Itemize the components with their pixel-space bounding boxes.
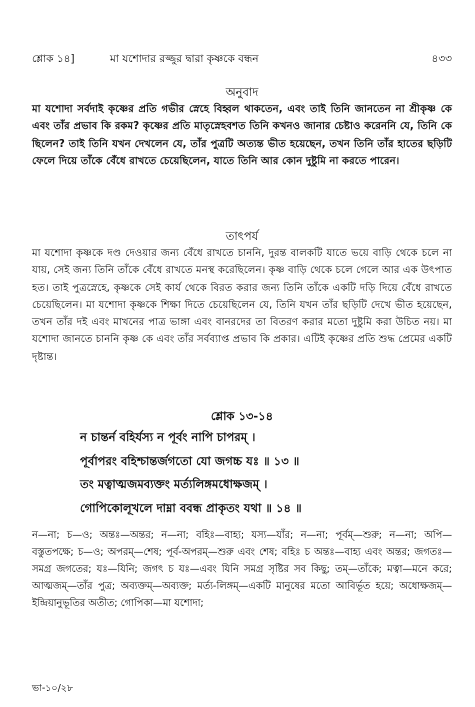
page-number: ৪৩৩ (431, 53, 452, 65)
purport-heading: তাৎপর্য (225, 229, 259, 243)
sanskrit-verse (80, 426, 452, 520)
header-verse-ref: শ্লোক ১৪] (32, 53, 75, 65)
verse-line: গোপিকোলূখলে দাম্না ববন্ধ প্রাকৃতং যথা ॥ ১৪ ॥ (80, 500, 302, 515)
purport-text: মা যশোদা কৃষ্ণকে দণ্ড দেওয়ার জন্য বেঁধে রাখতে চাননি, দুরন্ত বালকটি যাতে ভয়ে বাড়ি থেকে চলে না যায়, সেই জন্য তিনি তাঁকে বেঁধে রাখতে মনস্থ করেছিলেন। কৃষ্ণ বাড়ি থেকে চলে গেলে আর এক উৎপাত হত। তাই পুত্রস্নেহে, কৃষ্ণকে সেই কার্য থেকে বিরত করার জন্য তিনি তাঁকে একটি দড়ি দিয়ে বেঁধে রাখতে চেয়েছিলেন। মা যশোদা কৃষ্ণকে শিক্ষা দিতে চেয়েছিলেন যে, তিনি যখন তাঁর ছড়িটি দেখে ভীত হয়েছেন, তখন তাঁর দই এবং মাখনের পাত্র ভাঙ্গা এবং বানরদের তা বিতরণ করার মতো দুষ্টুমি করা উচিত নয়। মা যশোদা জানতে চাননি কৃষ্ণ কে এবং তাঁর সর্বব্যাপ্ত প্রভাব কি প্রকার। এটিই কৃষ্ণের প্রতি শুদ্ধ প্রেমের একটি দৃষ্টান্ত। (32, 248, 452, 363)
signature-code: ভা-১০/২৮ (32, 683, 74, 694)
translation-heading: অনুবাদ (225, 85, 259, 99)
verse-line: তং মত্বাত্মজমব্যক্তং মর্ত্যলিঙ্গমধোক্ষজম্ । (80, 477, 268, 491)
verse-number: শ্লোক ১৩-১৪ (210, 409, 274, 423)
word-synonyms: ন—না; চ—ও; অন্তঃ—অন্তর; ন—না; বহিঃ—বাহ্য; যস্য—যাঁর; ন—না; পূর্বম্—শুরু; ন—না; অপি—বস্তুতপক্ষে; চ—ও; অপরম্—শেষ; পূর্ব-অপরম্—শুরু এবং শেষ; বহিঃ চ অন্তঃ—বাহ্য এবং অন্তর; জগতঃ—সমগ্র জগতের; যঃ—যিনি; জগৎ চ যঃ—এবং যিনি সমগ্র সৃষ্টির সব কিছু; তম্—তাঁকে; মত্বা—মনে করে; আত্মজম্—তাঁর পুত্র; অব্যক্তম্—অব্যক্ত; মর্ত্য-লিঙ্গম্—একটি মানুষের মতো আবির্ভূত হয়ে; অধোক্ষজম্—ইন্দ্রিয়ানুভূতির অতীত; গোপিকা—মা যশোদা; (32, 530, 452, 609)
verse-line: পূর্বাপরং বহিশ্চান্তর্জগতো যো জগচ্চ যঃ ॥ ১৩ ॥ (80, 453, 300, 468)
translation-text: মা যশোদা সর্বদাই কৃষ্ণের প্রতি গভীর স্নেহে বিহ্বল থাকতেন, এবং তাই তিনি জানতেন না শ্রীকৃষ্ণ কে এবং তাঁর প্রভাব কি রকম? কৃষ্ণের প্রতি মাতৃস্নেহবশত তিনি কখনও জানার চেষ্টাও করেননি যে, তিনি কে ছিলেন? তাই তিনি যখন দেখলেন যে, তাঁর পুত্রটি অত্যন্ত ভীত হয়েছেন, তখন তিনি তাঁর হাতের ছড়িটি ফেলে দিয়ে তাঁকে বেঁধে রাখতে চেয়েছিলেন, যাতে তিনি আর কোন দুষ্টুমি না করতে পারেন। (32, 104, 452, 167)
header-chapter-title: মা যশোদার রজ্জুর দ্বারা কৃষ্ণকে বন্ধন (110, 53, 259, 65)
verse-line: ন চান্তর্ন বহির্যস্য ন পূর্বং নাপি চাপরম্ । (80, 430, 256, 444)
running-header (32, 52, 452, 68)
